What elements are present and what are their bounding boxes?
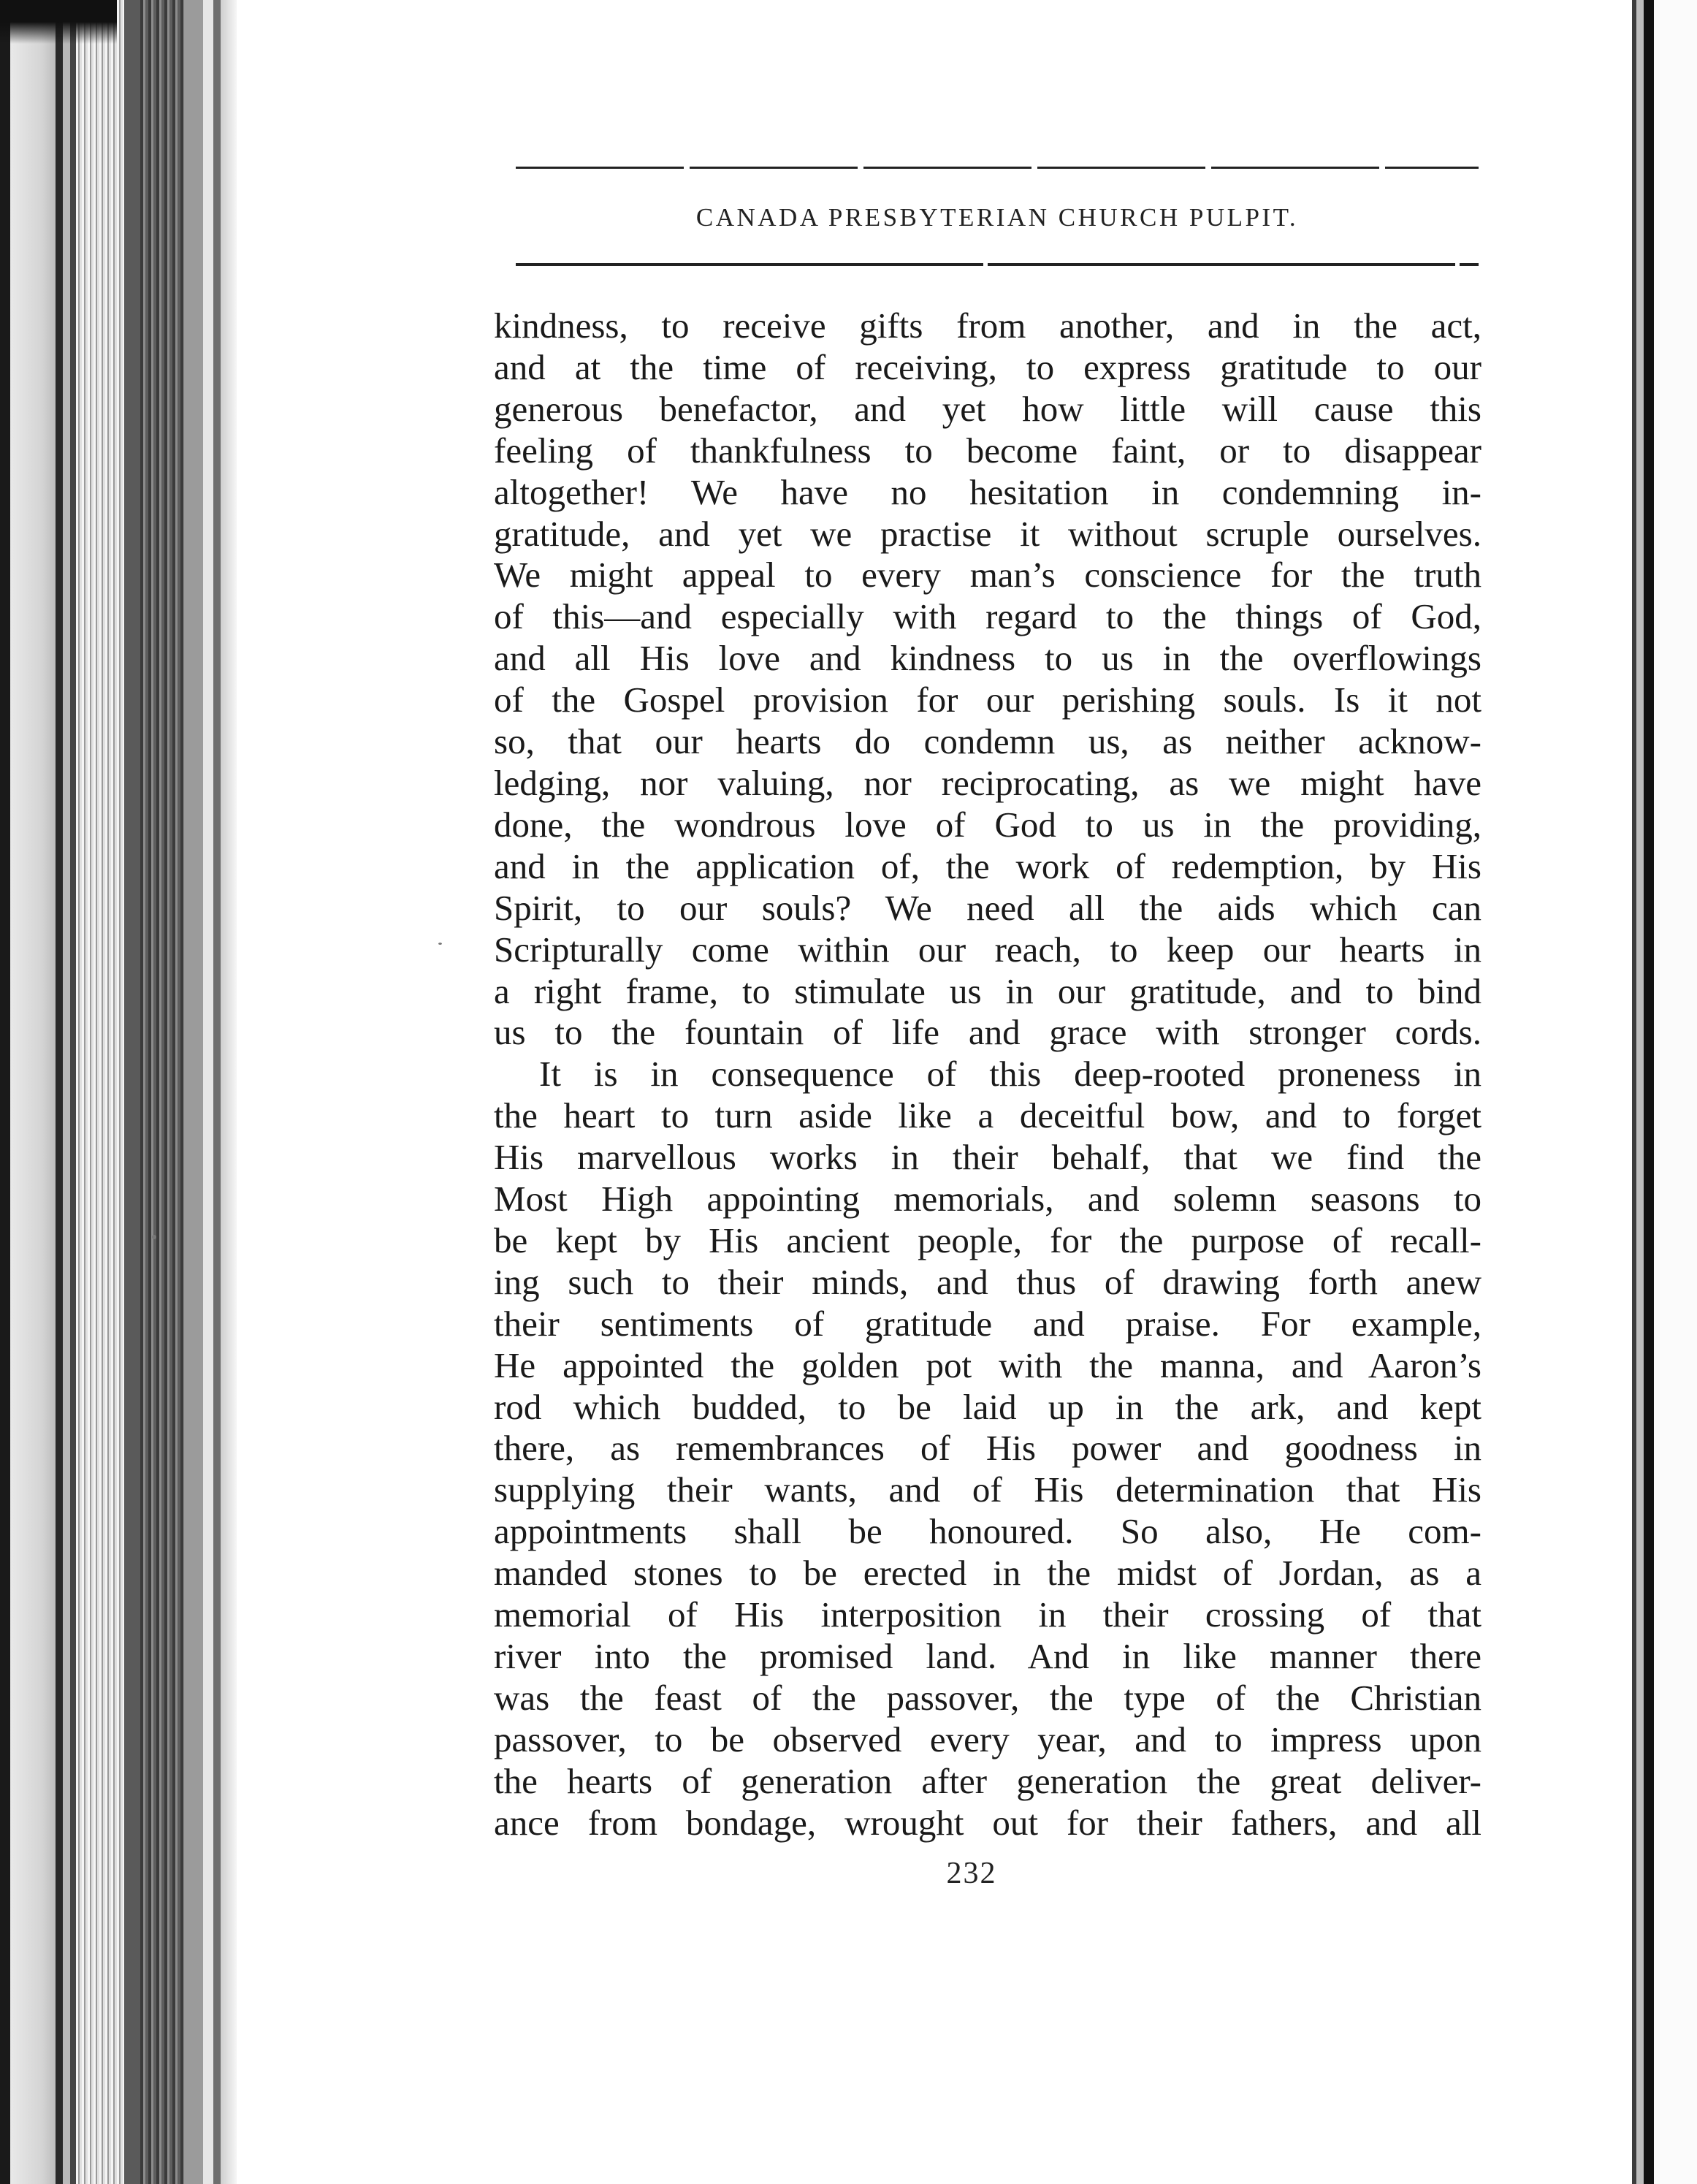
text-line: the hearts of generation after generation the great deliver- — [494, 1760, 1481, 1801]
text-line: memorial of His interposition in their crossing of that — [494, 1594, 1481, 1635]
page-gutter — [221, 0, 237, 2184]
text-line: passover, to be observed every year, and to impress upon — [494, 1719, 1481, 1759]
page-number: 232 — [946, 1857, 997, 1890]
page-stack-edge — [203, 0, 213, 2184]
page-stack-edge — [140, 0, 184, 2184]
text-line: so, that our hearts do condemn us, as neither acknow- — [494, 721, 1481, 762]
body-text — [494, 305, 1481, 1844]
text-line: the heart to turn aside like a deceitful bow, and to forget — [494, 1095, 1481, 1136]
text-line: ing such to their minds, and thus of drawing forth anew — [494, 1261, 1481, 1302]
text-line: us to the fountain of life and grace with stronger cords. — [494, 1012, 1481, 1053]
text-line: and in the application of, the work of redemption, by His — [494, 845, 1481, 886]
text-line: Spirit, to our souls? We need all the aids which can — [494, 887, 1481, 928]
running-head: CANADA PRESBYTERIAN CHURCH PULPIT. — [695, 203, 1299, 232]
page-stack-edge — [184, 0, 203, 2184]
header-rule-top — [516, 167, 1479, 169]
binding-edge-left — [56, 0, 63, 2184]
text-line: Scripturally come within our reach, to keep our hearts in — [494, 929, 1481, 970]
text-line: appointments shall be honoured. So also, He com- — [494, 1511, 1481, 1552]
text-line: manded stones to be erected in the midst of Jordan, as a — [494, 1553, 1481, 1594]
binding-edge-left — [10, 0, 56, 2184]
binding-edge-left — [70, 0, 76, 2184]
page-stack-edge — [213, 0, 221, 2184]
text-line: His marvellous works in their behalf, that we find the — [494, 1137, 1481, 1178]
binding-edge-right — [1644, 0, 1654, 2184]
text-line: feeling of thankfulness to become faint, or to disappear — [494, 430, 1481, 471]
text-line: He appointed the golden pot with the manna, and Aaron’s — [494, 1344, 1481, 1385]
text-line: was the feast of the passover, the type of the Christian — [494, 1677, 1481, 1718]
scan-background-right — [1654, 0, 1697, 2184]
binding-edge-left — [63, 0, 70, 2184]
text-line: a right frame, to stimulate us in our gratitude, and to bind — [494, 970, 1481, 1011]
text-line: altogether! We have no hesitation in condemning in- — [494, 471, 1481, 512]
text-line: done, the wondrous love of God to us in the providing, — [494, 804, 1481, 845]
text-line: river into the promised land. And in like manner there — [494, 1636, 1481, 1676]
text-line: Most High appointing memorials, and solemn seasons to — [494, 1179, 1481, 1220]
text-line: kindness, to receive gifts from another, and in the act, — [494, 305, 1481, 346]
text-line: generous benefactor, and yet how little will cause this — [494, 388, 1481, 429]
text-line: of this—and especially with regard to the things of God, — [494, 596, 1481, 637]
page-stack-edge — [124, 0, 140, 2184]
corner-shadow — [0, 0, 117, 44]
text-line: supplying their wants, and of His determination that His — [494, 1469, 1481, 1510]
text-line: and all His love and kindness to us in the overflowings — [494, 638, 1481, 679]
text-line: rod which budded, to be laid up in the ark, and kept — [494, 1386, 1481, 1427]
text-line: We might appeal to every man’s conscience for the truth — [494, 555, 1481, 596]
text-line: their sentiments of gratitude and praise. For example, — [494, 1303, 1481, 1344]
text-line: ance from bondage, wrought out for their fathers, and all — [494, 1802, 1481, 1843]
binding-edge-left — [0, 0, 10, 2184]
text-line: be kept by His ancient people, for the purpose of recall- — [494, 1220, 1481, 1260]
text-line: gratitude, and yet we practise it without scruple ourselves. — [494, 513, 1481, 554]
header-rule-bottom — [516, 263, 1479, 266]
paper-speck — [438, 943, 442, 945]
text-line: ledging, nor valuing, nor reciprocating, as we might have — [494, 762, 1481, 803]
paper-speck — [152, 1235, 156, 1239]
text-line: and at the time of receiving, to express gratitude to our — [494, 346, 1481, 387]
page-stack-edge — [76, 0, 124, 2184]
text-line: there, as remembrances of His power and goodness in — [494, 1428, 1481, 1469]
text-line: of the Gospel provision for our perishing souls. Is it not — [494, 680, 1481, 720]
paragraph-first-line: It is in consequence of this deep-rooted proneness in — [539, 1054, 1481, 1095]
binding-edge-right — [1636, 0, 1644, 2184]
